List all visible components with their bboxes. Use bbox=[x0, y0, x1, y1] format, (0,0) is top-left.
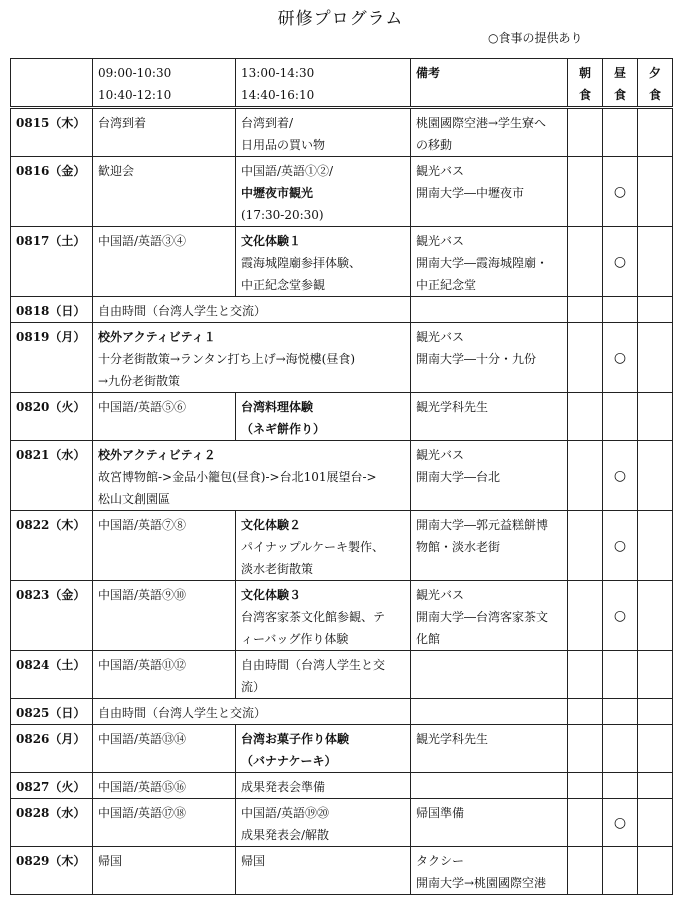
dinner-cell bbox=[638, 157, 673, 227]
afternoon-cell bbox=[236, 393, 411, 441]
morning-cell bbox=[93, 157, 236, 227]
afternoon-cell-line: 流） bbox=[241, 680, 266, 694]
lunch-cell bbox=[603, 773, 638, 799]
afternoon-cell bbox=[236, 108, 411, 157]
lunch-cell: ○ bbox=[603, 323, 638, 393]
morning-cell bbox=[93, 773, 236, 799]
date-cell: 0818（日） bbox=[11, 297, 93, 323]
afternoon-cell bbox=[236, 847, 411, 895]
breakfast-cell bbox=[568, 725, 603, 773]
remarks-cell-line: 帰国準備 bbox=[416, 806, 465, 820]
lunch-cell bbox=[603, 699, 638, 725]
table-row bbox=[11, 227, 673, 297]
breakfast-cell bbox=[568, 297, 603, 323]
header-slot-time: 10:40-12:10 bbox=[98, 88, 172, 102]
afternoon-cell-line: 台湾到着/ bbox=[241, 116, 294, 130]
afternoon-cell-line: 淡水老街散策 bbox=[241, 562, 314, 576]
morning-cell bbox=[93, 511, 236, 581]
morning-cell-line: 中国語/英語⑮⑯ bbox=[98, 780, 187, 794]
remarks-cell-line: 化館 bbox=[416, 632, 441, 646]
afternoon-cell-line: 台湾客家茶文化館参観、テ bbox=[241, 610, 386, 624]
header-slot-time: 13:00-14:30 bbox=[241, 66, 315, 80]
table-row bbox=[11, 108, 673, 157]
lunch-cell: ○ bbox=[603, 581, 638, 651]
remarks-cell bbox=[411, 847, 568, 895]
date-cell: 0819（月） bbox=[11, 323, 93, 393]
page-title: 研修プログラム bbox=[277, 9, 404, 29]
table-row bbox=[11, 297, 673, 323]
afternoon-cell-line: パイナップルケーキ製作、 bbox=[241, 540, 385, 554]
remarks-cell-line: の移動 bbox=[416, 138, 453, 152]
morning-cell bbox=[93, 799, 236, 847]
afternoon-cell bbox=[236, 511, 411, 581]
activity-span-cell-line: 自由時間（台湾人学生と交流） bbox=[98, 304, 267, 318]
date-cell: 0829（木） bbox=[11, 847, 93, 895]
remarks-cell-line: 観光バス bbox=[416, 448, 465, 462]
morning-cell-line: 中国語/英語⑰⑱ bbox=[98, 806, 187, 820]
breakfast-cell bbox=[568, 108, 603, 157]
activity-span-cell-line: 自由時間（台湾人学生と交流） bbox=[98, 706, 267, 720]
activity-span-cell-line: →九份老街散策 bbox=[98, 374, 181, 388]
remarks-cell bbox=[411, 699, 568, 725]
header-dinner bbox=[638, 59, 673, 108]
breakfast-cell bbox=[568, 441, 603, 511]
breakfast-cell bbox=[568, 511, 603, 581]
breakfast-cell bbox=[568, 847, 603, 895]
table-row bbox=[11, 157, 673, 227]
remarks-cell bbox=[411, 581, 568, 651]
dinner-cell bbox=[638, 799, 673, 847]
afternoon-cell-line: 文化体験３ bbox=[241, 588, 302, 602]
remarks-cell-line: 観光バス bbox=[416, 330, 465, 344]
afternoon-cell-line: 成果発表会準備 bbox=[241, 780, 326, 794]
remarks-cell-line: 観光バス bbox=[416, 588, 465, 602]
afternoon-cell-line: 文化体験２ bbox=[241, 518, 302, 532]
table-row bbox=[11, 511, 673, 581]
morning-cell-line: 中国語/英語⑬⑭ bbox=[98, 732, 187, 746]
remarks-cell-line: 開南大学―台北 bbox=[416, 470, 501, 484]
remarks-cell-line: 桃園國際空港→学生寮へ bbox=[416, 116, 547, 130]
morning-cell bbox=[93, 725, 236, 773]
morning-cell-line: 帰国 bbox=[98, 854, 123, 868]
morning-cell bbox=[93, 108, 236, 157]
header-breakfast-char: 食 bbox=[578, 88, 591, 102]
header-afternoon-slot bbox=[236, 59, 411, 108]
table-row bbox=[11, 699, 673, 725]
date-cell: 0815（木） bbox=[11, 108, 93, 157]
remarks-cell-line: 開南大学―霞海城隍廟・ bbox=[416, 256, 549, 270]
header-breakfast bbox=[568, 59, 603, 108]
header-lunch-char: 昼 bbox=[613, 66, 626, 80]
breakfast-cell bbox=[568, 227, 603, 297]
lunch-cell: ○ bbox=[603, 157, 638, 227]
date-cell: 0826（月） bbox=[11, 725, 93, 773]
breakfast-cell bbox=[568, 393, 603, 441]
remarks-cell-line: 観光バス bbox=[416, 234, 465, 248]
dinner-cell bbox=[638, 773, 673, 799]
lunch-cell bbox=[603, 297, 638, 323]
remarks-cell-line: 開南大学―十分・九份 bbox=[416, 352, 537, 366]
morning-cell-line: 中国語/英語⑤⑥ bbox=[98, 400, 187, 414]
afternoon-cell-line: 中国語/英語⑲⑳ bbox=[241, 806, 330, 820]
remarks-cell bbox=[411, 108, 568, 157]
date-cell: 0821（水） bbox=[11, 441, 93, 511]
afternoon-cell-line: 台湾お菓子作り体験 bbox=[241, 732, 350, 746]
activity-span-cell-line: 松山文創園區 bbox=[98, 492, 171, 506]
date-cell: 0823（金） bbox=[11, 581, 93, 651]
afternoon-cell-line: 自由時間（台湾人学生と交 bbox=[241, 658, 386, 672]
remarks-cell bbox=[411, 323, 568, 393]
remarks-cell bbox=[411, 157, 568, 227]
remarks-cell-line: 開南大学―郭元益糕餅博 bbox=[416, 518, 549, 532]
date-cell: 0825（日） bbox=[11, 699, 93, 725]
dinner-cell bbox=[638, 108, 673, 157]
lunch-cell: ○ bbox=[603, 441, 638, 511]
date-cell: 0824（土） bbox=[11, 651, 93, 699]
breakfast-cell bbox=[568, 581, 603, 651]
table-row bbox=[11, 393, 673, 441]
date-cell: 0828（水） bbox=[11, 799, 93, 847]
breakfast-cell bbox=[568, 323, 603, 393]
morning-cell bbox=[93, 393, 236, 441]
afternoon-cell-line: （バナナケーキ） bbox=[241, 754, 337, 768]
activity-span-cell bbox=[93, 441, 411, 511]
afternoon-cell bbox=[236, 581, 411, 651]
breakfast-cell bbox=[568, 699, 603, 725]
morning-cell bbox=[93, 847, 236, 895]
morning-cell bbox=[93, 651, 236, 699]
header-dinner-char: 夕 bbox=[648, 66, 661, 80]
remarks-cell bbox=[411, 393, 568, 441]
lunch-cell: ○ bbox=[603, 799, 638, 847]
table-row bbox=[11, 441, 673, 511]
date-cell: 0817（土） bbox=[11, 227, 93, 297]
table-row bbox=[11, 323, 673, 393]
date-cell: 0827（火） bbox=[11, 773, 93, 799]
morning-cell-line: 中国語/英語⑪⑫ bbox=[98, 658, 187, 672]
activity-span-cell-line: 故宮博物館->金品小籠包(昼食)->台北101展望台-> bbox=[98, 470, 377, 484]
afternoon-cell-line: 台湾料理体験 bbox=[241, 400, 314, 414]
lunch-cell: ○ bbox=[603, 227, 638, 297]
activity-span-cell-line: 校外アクティビティ１ bbox=[98, 330, 216, 344]
program-table bbox=[10, 58, 673, 895]
afternoon-cell-line: 帰国 bbox=[241, 854, 266, 868]
remarks-cell bbox=[411, 725, 568, 773]
morning-cell-line: 中国語/英語⑦⑧ bbox=[98, 518, 187, 532]
dinner-cell bbox=[638, 297, 673, 323]
morning-cell bbox=[93, 581, 236, 651]
header-remarks-label: 備考 bbox=[416, 66, 441, 80]
dinner-cell bbox=[638, 725, 673, 773]
table-header-row bbox=[11, 59, 673, 108]
afternoon-cell bbox=[236, 651, 411, 699]
morning-cell-line: 台湾到着 bbox=[98, 116, 147, 130]
breakfast-cell bbox=[568, 157, 603, 227]
activity-span-cell bbox=[93, 297, 411, 323]
remarks-cell-line: 物館・淡水老街 bbox=[416, 540, 501, 554]
header-lunch bbox=[603, 59, 638, 108]
remarks-cell-line: 開南大学→桃園國際空港 bbox=[416, 876, 547, 890]
morning-cell-line: 中国語/英語③④ bbox=[98, 234, 187, 248]
header-breakfast-char: 朝 bbox=[578, 66, 591, 80]
lunch-cell bbox=[603, 108, 638, 157]
remarks-cell-line: 開南大学―中壢夜市 bbox=[416, 186, 525, 200]
afternoon-cell bbox=[236, 799, 411, 847]
afternoon-cell-line: 中正紀念堂参観 bbox=[241, 278, 326, 292]
remarks-cell bbox=[411, 651, 568, 699]
lunch-cell bbox=[603, 725, 638, 773]
date-cell: 0820（火） bbox=[11, 393, 93, 441]
afternoon-cell bbox=[236, 227, 411, 297]
afternoon-cell-line: ィーバッグ作り体験 bbox=[241, 632, 349, 646]
header-remarks bbox=[411, 59, 568, 108]
dinner-cell bbox=[638, 581, 673, 651]
dinner-cell bbox=[638, 393, 673, 441]
table-row bbox=[11, 725, 673, 773]
afternoon-cell-line: 中壢夜市観光 bbox=[241, 186, 314, 200]
dinner-cell bbox=[638, 323, 673, 393]
remarks-cell-line: タクシー bbox=[416, 854, 465, 868]
breakfast-cell bbox=[568, 773, 603, 799]
afternoon-cell-line: （ネギ餅作り） bbox=[241, 422, 326, 436]
afternoon-cell bbox=[236, 773, 411, 799]
afternoon-cell bbox=[236, 725, 411, 773]
remarks-cell bbox=[411, 297, 568, 323]
afternoon-cell-line: 日用品の買い物 bbox=[241, 138, 326, 152]
remarks-cell bbox=[411, 441, 568, 511]
morning-cell-line: 歓迎会 bbox=[98, 164, 135, 178]
table-row bbox=[11, 773, 673, 799]
dinner-cell bbox=[638, 511, 673, 581]
remarks-cell bbox=[411, 511, 568, 581]
remarks-cell-line: 開南大学―台湾客家茶文 bbox=[416, 610, 549, 624]
morning-cell bbox=[93, 227, 236, 297]
dinner-cell bbox=[638, 441, 673, 511]
remarks-cell-line: 中正紀念堂 bbox=[416, 278, 477, 292]
header-lunch-char: 食 bbox=[613, 88, 626, 102]
meal-legend-note: ○食事の提供あり bbox=[488, 31, 583, 45]
lunch-cell bbox=[603, 393, 638, 441]
breakfast-cell bbox=[568, 799, 603, 847]
activity-span-cell bbox=[93, 699, 411, 725]
afternoon-cell bbox=[236, 157, 411, 227]
header-date-cell bbox=[11, 59, 93, 108]
afternoon-cell-line: 中国語/英語①②/ bbox=[241, 164, 334, 178]
date-cell: 0822（木） bbox=[11, 511, 93, 581]
remarks-cell-line: 観光学科先生 bbox=[416, 400, 489, 414]
remarks-cell bbox=[411, 799, 568, 847]
lunch-cell bbox=[603, 847, 638, 895]
afternoon-cell-line: 霞海城隍廟参拝体験、 bbox=[241, 256, 362, 270]
table-row bbox=[11, 651, 673, 699]
afternoon-cell-line: (17:30-20:30) bbox=[241, 208, 324, 222]
header-slot-time: 14:40-16:10 bbox=[241, 88, 315, 102]
morning-cell-line: 中国語/英語⑨⑩ bbox=[98, 588, 187, 602]
lunch-cell bbox=[603, 651, 638, 699]
table-row bbox=[11, 581, 673, 651]
breakfast-cell bbox=[568, 651, 603, 699]
activity-span-cell bbox=[93, 323, 411, 393]
remarks-cell bbox=[411, 773, 568, 799]
dinner-cell bbox=[638, 651, 673, 699]
dinner-cell bbox=[638, 847, 673, 895]
header-slot-time: 09:00-10:30 bbox=[98, 66, 172, 80]
table-row bbox=[11, 799, 673, 847]
header-morning-slot bbox=[93, 59, 236, 108]
date-cell: 0816（金） bbox=[11, 157, 93, 227]
remarks-cell-line: 観光バス bbox=[416, 164, 465, 178]
table-row bbox=[11, 847, 673, 895]
dinner-cell bbox=[638, 699, 673, 725]
remarks-cell bbox=[411, 227, 568, 297]
activity-span-cell-line: 十分老街散策→ランタン打ち上げ→海悦樓(昼食) bbox=[98, 352, 355, 366]
remarks-cell-line: 観光学科先生 bbox=[416, 732, 489, 746]
activity-span-cell-line: 校外アクティビティ２ bbox=[98, 448, 216, 462]
afternoon-cell-line: 文化体験１ bbox=[241, 234, 302, 248]
dinner-cell bbox=[638, 227, 673, 297]
header-dinner-char: 食 bbox=[648, 88, 661, 102]
afternoon-cell-line: 成果発表会/解散 bbox=[241, 828, 330, 842]
lunch-cell: ○ bbox=[603, 511, 638, 581]
